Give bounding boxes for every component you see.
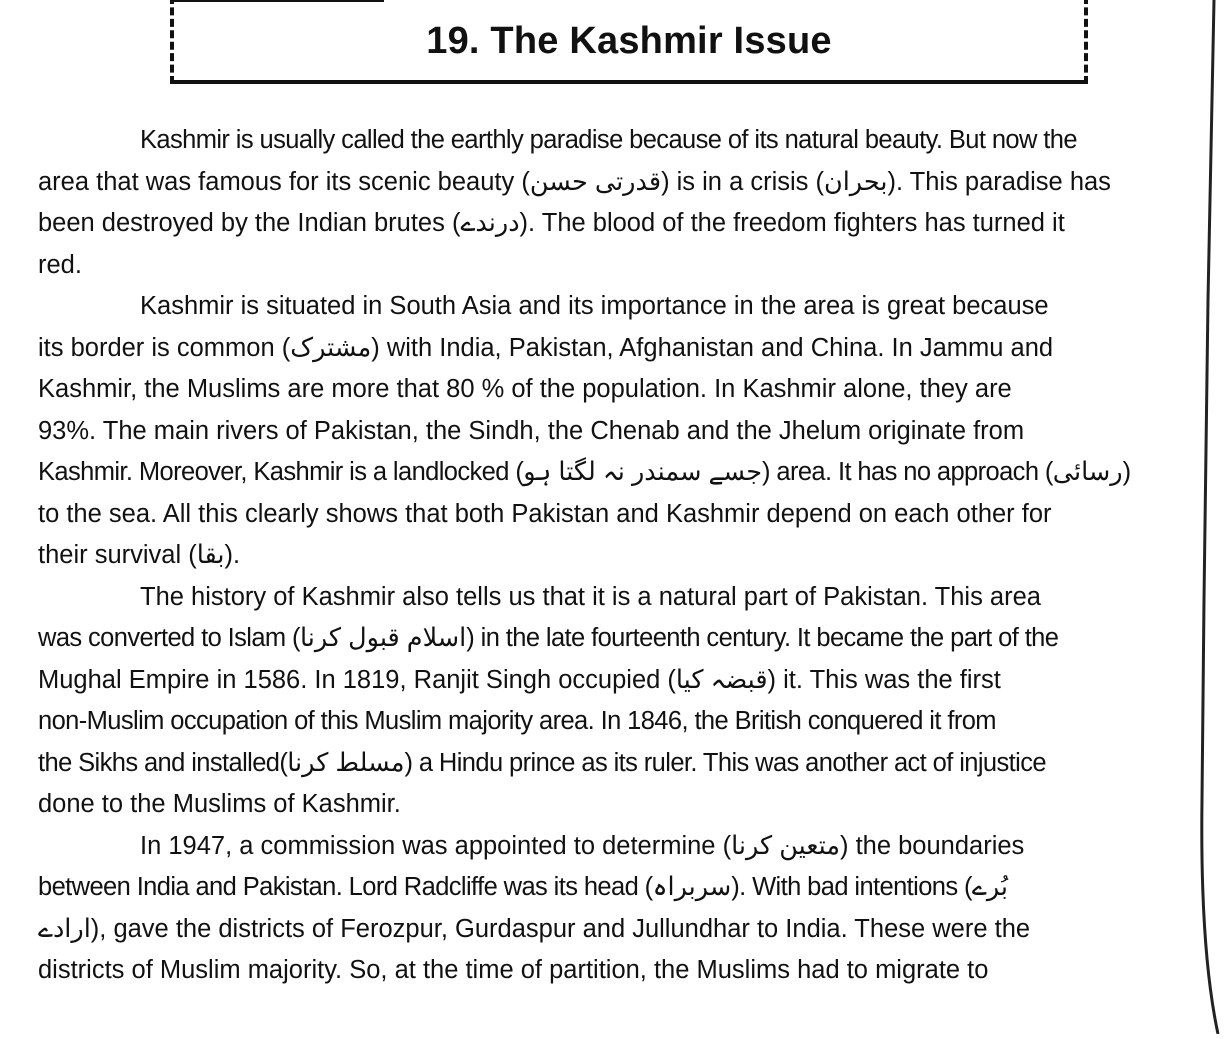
- text-line: its border is common (مشترک) with India, Pakistan, Afghanistan and China. In Jammu and: [38, 333, 1054, 362]
- text-line: Kashmir, the Muslims are more that 80 % of the population. In Kashmir alone, they are: [38, 375, 1012, 403]
- text-line: was converted to Islam (اسلام قبول کرنا) in the late fourteenth century. It became the part of the: [38, 624, 1059, 652]
- text-line: done to the Muslims of Kashmir.: [38, 790, 401, 818]
- title-frame: [170, 0, 1088, 84]
- text-line: been destroyed by the Indian brutes (درندے). The blood of the freedom fighters has turned it: [38, 209, 1065, 237]
- text-line: area that was famous for its scenic beauty (قدرتی حسن) is in a crisis (بحران). This paradise has: [38, 167, 1111, 196]
- body-text: [38, 120, 1194, 992]
- text-line: 93%. The main rivers of Pakistan, the Sindh, the Chenab and the Jhelum originate from: [38, 416, 1025, 445]
- paragraph-4: [38, 826, 1194, 992]
- text-line: Kashmir. Moreover, Kashmir is a landlocked (جسے سمندر نہ لگتا ہو) area. It has no approach (رسائی): [38, 458, 1131, 486]
- text-line: to the sea. All this clearly shows that both Pakistan and Kashmir depend on each other for: [38, 499, 1052, 528]
- text-line: Kashmir is situated in South Asia and its importance in the area is great because: [140, 292, 1049, 320]
- text-line: Mughal Empire in 1586. In 1819, Ranjit Singh occupied (قبضہ کیا) it. This was the first: [38, 665, 1001, 694]
- text-line: between India and Pakistan. Lord Radcliffe was its head (سربراہ). With bad intentions (بُرے: [38, 873, 1009, 901]
- text-line: The history of Kashmir also tells us that it is a natural part of Pakistan. This area: [140, 582, 1041, 611]
- text-line: Kashmir is usually called the earthly paradise because of its natural beauty. But now the: [140, 126, 1077, 154]
- page-title: 19. The Kashmir Issue: [426, 20, 832, 62]
- text-line: red.: [38, 250, 82, 279]
- text-line: the Sikhs and installed(مسلط کرنا) a Hindu prince as its ruler. This was another act of injustice: [38, 748, 1046, 777]
- paragraph-2: [38, 286, 1194, 577]
- text-line: non-Muslim occupation of this Muslim majority area. In 1846, the British conquered it from: [38, 707, 996, 735]
- text-line: In 1947, a commission was appointed to determine (متعین کرنا) the boundaries: [140, 831, 1025, 860]
- paragraph-3: [38, 577, 1194, 826]
- text-line: their survival (بقا).: [38, 541, 241, 569]
- text-line: districts of Muslim majority. So, at the time of partition, the Muslims had to migrate to: [38, 956, 989, 984]
- text-line: ارادے), gave the districts of Ferozpur, Gurdaspur and Jullundhar to India. These were the: [38, 914, 1031, 943]
- paragraph-1: [38, 120, 1194, 286]
